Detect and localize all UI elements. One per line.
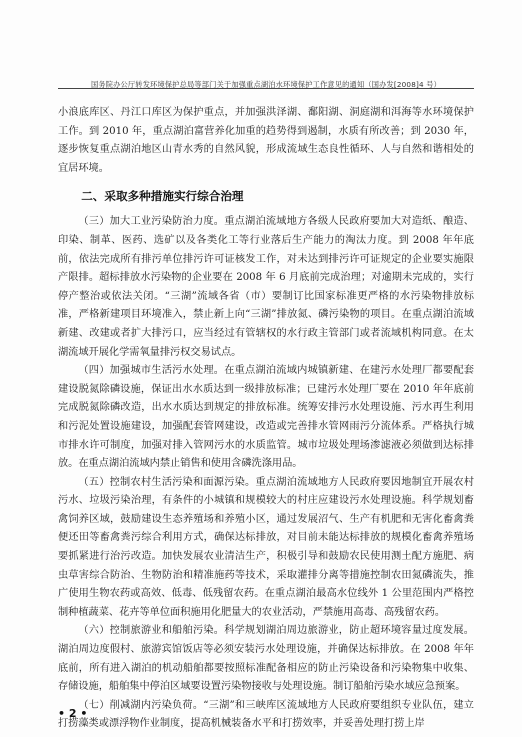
running-header-title: 国务院办公厅转发环境保护总局等部门关于加强重点湖泊水环境保护工作意见的通知（国办发[2008]4 号）: [90, 80, 442, 89]
page-number: • 2 •: [58, 707, 88, 720]
paragraph-urban-sewage: （四）加强城市生活污水处理。在重点湖泊流域内城镇新建、在建污水处理厂都要配套建设脱氮除磷设施，保证出水水质达到一级排放标准；已建污水处理厂要在 2010 年年底前完成脱氮除磷改造，出水水质达到规定的排放标准。统筹安排污水处理设施、污水再生利用和污泥处置设施建设，加强配套管网建设，改造或完善排水管网雨污分流体系。严格执行城市排水许可制度，加强对排入管网污水的水质监管。城市垃圾处理场渗滤液必须做到达标排放。在重点湖泊流域内禁止销售和使用含磷洗涤用品。: [58, 365, 474, 470]
paragraph-industrial-pollution: （三）加大工业污染防治力度。重点湖泊流域地方各级人民政府要加大对造纸、酿造、印染、制革、医药、选矿以及各类化工等行业落后生产能力的淘汰力度。到 2008 年年底前，依法完成所有排污单位排污许可证核发工作，对未达到排污许可证规定的企业要实施限产限排。超标排放水污染物的企业要在 2008 年 6 月底前完成治理；对逾期未完成的，实行停产整治或依法关闭。“三湖”流域各省（市）要制订比国家标准更严格的水污染物排放标准，严格新建项目环境准入，禁止新上向“三湖”排放氮、磷污染物的项目。在重点湖泊流域新建、改建或者扩大排污口，应当经过有管辖权的水行政主管部门或者流域机构同意。在太湖流域开展化学需氧量排污权交易试点。: [58, 216, 474, 358]
paragraph-tourism-shipping: （六）控制旅游业和船舶污染。科学规划湖泊周边旅游业，防止超环境容量过度发展。湖泊周边度假村、旅游宾馆饭店等必须安装污水处理设施，并确保达标排放。在 2008 年年底前，所有进入湖泊的机动船舶都要按照标准配备相应的防止污染设备和污染物集中收集、存储设施，船舶集中停泊区域要设置污染物接收与处理设施。制订船舶污染水域应急预案。: [58, 625, 474, 693]
paragraph-rural-pollution: （五）控制农村生活污染和面源污染。重点湖泊流域地方人民政府要因地制宜开展农村污水、垃圾污染治理，有条件的小城镇和规模较大的村庄应建设污水处理设施。科学规划畜禽饲养区域，鼓励建设生态养殖场和养殖小区，通过发展沼气、生产有机肥和无害化畜禽粪便还田等畜禽粪污综合利用方式，确保达标排放，对目前未能达标排放的规模化畜禽养殖场要抓紧进行治污改造。加快发展农业清洁生产，积极引导和鼓励农民使用测土配方施肥、病虫草害综合防治、生物防治和精准施药等技术，采取灌排分离等措施控制农田氮磷流失，推广使用生物农药或高效、低毒、低残留农药。在重点湖泊最高水位线外 1 公里范围内严格控制种植蔬菜、花卉等单位面积施用化肥量大的农业活动，严禁施用高毒、高残留农药。: [58, 476, 474, 618]
document-body: [58, 104, 474, 734]
paragraph-lake-load-reduction: （七）削减湖内污染负荷。“三湖”和三峡库区流域地方人民政府要组织专业队伍，建立打捞藻类或漂浮物作业制度，提高机械装备水平和打捞效率，并妥善处理打捞上岸: [58, 699, 474, 730]
intro-paragraph: 小浪底库区、丹江口库区为保护重点，并加强洪泽湖、鄱阳湖、洞庭湖和洱海等水环境保护工作。到 2010 年，重点湖泊富营养化加重的趋势得到遏制，水质有所改善；到 2030 年，逐步恢复重点湖泊地区山青水秀的自然风貌，形成流域生态良性循环、人与自然和谐相处的宜居环境。: [58, 107, 474, 174]
section-heading: 二、采取多种措施实行综合治理: [81, 189, 244, 204]
running-header: [58, 72, 474, 89]
